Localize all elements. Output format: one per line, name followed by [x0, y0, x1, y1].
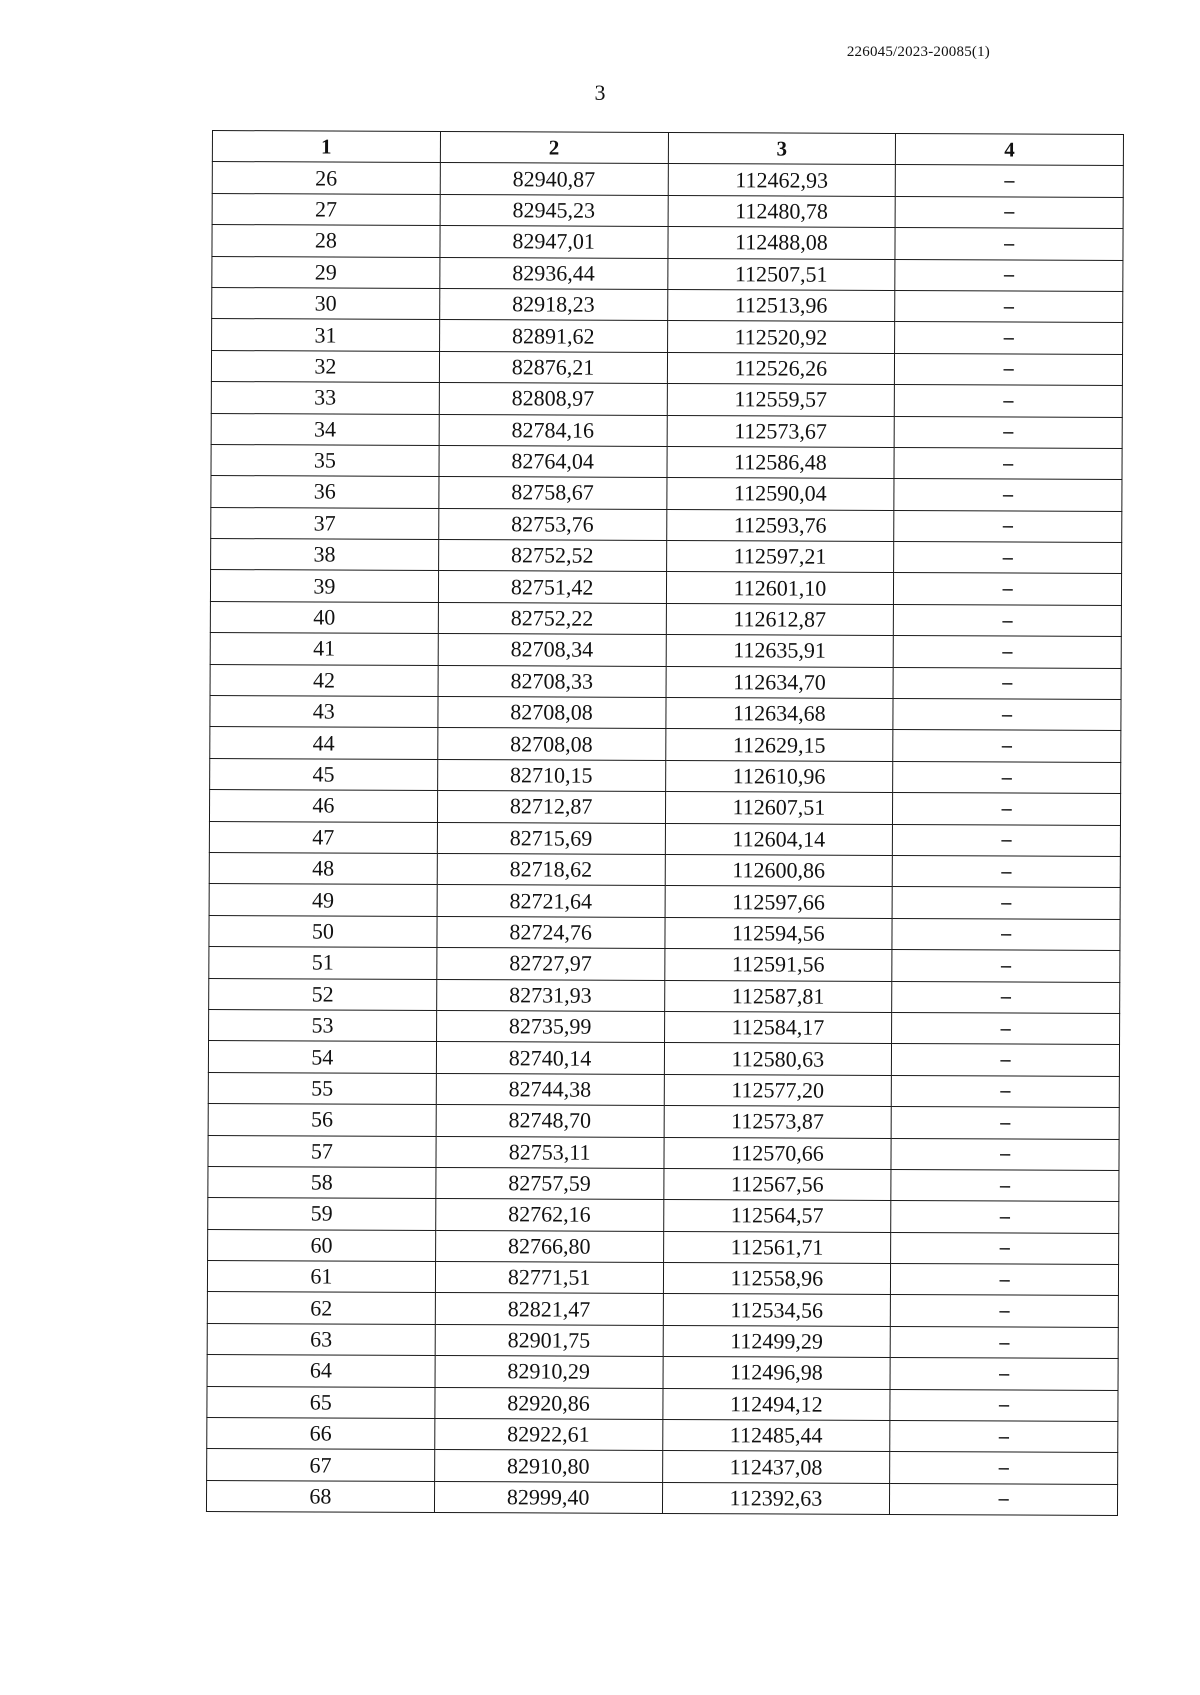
table-row — [210, 727, 1121, 762]
table-cell: 46 — [209, 790, 437, 822]
table-cell: 82918,23 — [439, 288, 667, 320]
table-cell-dash: – — [895, 196, 1123, 228]
table-cell-dash: – — [891, 1075, 1119, 1107]
table-row — [211, 413, 1122, 448]
table-row — [208, 1166, 1119, 1201]
table-cell: 112559,57 — [667, 384, 895, 416]
table-row — [210, 601, 1121, 636]
table-cell: 27 — [212, 193, 440, 225]
table-cell: 112534,56 — [663, 1294, 891, 1326]
table-cell: 112520,92 — [667, 321, 895, 353]
table-cell: 112496,98 — [663, 1357, 891, 1389]
table-cell-dash: – — [895, 228, 1123, 260]
table-row — [212, 193, 1123, 228]
table-row — [209, 1009, 1120, 1044]
table-cell: 82751,42 — [438, 571, 666, 603]
table-cell: 112597,21 — [666, 541, 894, 573]
table-cell: 82753,11 — [436, 1136, 664, 1168]
table-cell: 48 — [209, 852, 437, 884]
table-cell: 82901,75 — [435, 1324, 663, 1356]
table-cell: 39 — [210, 570, 438, 602]
table-row — [210, 696, 1121, 731]
table-cell-dash: – — [893, 699, 1121, 731]
table-row — [208, 1041, 1119, 1076]
table-row — [207, 1449, 1118, 1484]
table-row — [207, 1355, 1118, 1390]
table-cell: 43 — [210, 696, 438, 728]
table-cell: 112494,12 — [662, 1388, 890, 1420]
table-row — [209, 852, 1120, 887]
table-cell: 68 — [206, 1480, 434, 1512]
table-cell: 66 — [207, 1418, 435, 1450]
table-row — [212, 225, 1123, 260]
table-cell: 112607,51 — [665, 792, 893, 824]
table-cell: 82712,87 — [437, 791, 665, 823]
table-cell: 50 — [209, 915, 437, 947]
table-row — [208, 1072, 1119, 1107]
table-row — [211, 444, 1122, 479]
table-cell-dash: – — [891, 1138, 1119, 1170]
table-cell: 112507,51 — [667, 258, 895, 290]
table-cell: 112480,78 — [668, 195, 896, 227]
table-cell: 28 — [212, 225, 440, 257]
table-cell: 82766,80 — [435, 1230, 663, 1262]
table-cell: 112567,56 — [663, 1168, 891, 1200]
table-cell: 82784,16 — [439, 414, 667, 446]
table-cell-dash: – — [893, 824, 1121, 856]
table-row — [211, 507, 1122, 542]
table-row — [209, 790, 1120, 825]
table-cell-dash: – — [894, 573, 1122, 605]
table-cell: 112573,67 — [667, 415, 895, 447]
table-cell: 112601,10 — [666, 572, 894, 604]
table-cell: 112629,15 — [665, 729, 893, 761]
table-row — [210, 633, 1121, 668]
table-cell-dash: – — [894, 416, 1122, 448]
table-cell: 112600,86 — [665, 854, 893, 886]
table-cell: 82757,59 — [436, 1167, 664, 1199]
table-cell: 32 — [211, 350, 439, 382]
table-cell: 61 — [207, 1261, 435, 1293]
table-cell: 82920,86 — [435, 1387, 663, 1419]
table-row — [210, 570, 1121, 605]
table-row — [207, 1386, 1118, 1421]
table-cell: 82752,52 — [438, 540, 666, 572]
table-cell: 112612,87 — [666, 603, 894, 635]
table-row — [209, 821, 1120, 856]
document-number: 226045/2023-20085(1) — [846, 44, 990, 60]
table-cell: 112591,56 — [664, 949, 892, 981]
table-cell: 82999,40 — [434, 1481, 662, 1513]
table-cell-dash: – — [895, 165, 1123, 197]
table-row — [211, 476, 1122, 511]
table-cell: 49 — [209, 884, 437, 916]
table-cell: 59 — [208, 1198, 436, 1230]
table-row — [206, 1480, 1117, 1515]
table-cell-dash: – — [893, 793, 1121, 825]
table-cell: 82808,97 — [439, 383, 667, 415]
table-cell: 82740,14 — [436, 1042, 664, 1074]
table-row — [207, 1418, 1118, 1453]
table-row — [211, 539, 1122, 574]
table-row — [211, 350, 1122, 385]
table-cell-dash: – — [892, 981, 1120, 1013]
table-cell-dash: – — [895, 322, 1123, 354]
table-cell: 82936,44 — [440, 257, 668, 289]
table-cell-dash: – — [890, 1420, 1118, 1452]
table-cell: 63 — [207, 1323, 435, 1355]
table-cell: 112513,96 — [667, 289, 895, 321]
table-cell: 112437,08 — [662, 1451, 890, 1483]
table-cell: 82708,33 — [438, 665, 666, 697]
table-cell: 112593,76 — [666, 509, 894, 541]
table-cell-dash: – — [891, 1295, 1119, 1327]
table-cell: 82710,15 — [437, 759, 665, 791]
table-cell-dash: – — [890, 1326, 1118, 1358]
table-cell: 82876,21 — [439, 351, 667, 383]
table-cell: 82748,70 — [436, 1105, 664, 1137]
table-cell: 82735,99 — [436, 1010, 664, 1042]
table-cell: 82752,22 — [438, 602, 666, 634]
table-cell: 112573,87 — [664, 1106, 892, 1138]
table-cell: 112526,26 — [667, 352, 895, 384]
table-cell: 82945,23 — [440, 194, 668, 226]
table-cell: 112564,57 — [663, 1200, 891, 1232]
table-row — [212, 287, 1123, 322]
table-cell-dash: – — [895, 385, 1123, 417]
table-cell: 112561,71 — [663, 1231, 891, 1263]
table-cell: 40 — [210, 601, 438, 633]
table-body — [206, 162, 1123, 1516]
table-cell: 112580,63 — [664, 1043, 892, 1075]
table-cell: 112604,14 — [665, 823, 893, 855]
table-cell: 112488,08 — [667, 227, 895, 259]
table-cell: 82721,64 — [437, 885, 665, 917]
table-cell-dash: – — [893, 730, 1121, 762]
table-cell: 82764,04 — [439, 445, 667, 477]
table-cell: 64 — [207, 1355, 435, 1387]
table-cell: 57 — [208, 1135, 436, 1167]
table-cell: 51 — [209, 947, 437, 979]
table-cell-dash: – — [891, 1107, 1119, 1139]
column-header: 3 — [668, 132, 896, 164]
table-row — [212, 256, 1123, 291]
table-cell-dash: – — [891, 1232, 1119, 1264]
table-row — [210, 664, 1121, 699]
table-row — [212, 162, 1123, 197]
table-row — [207, 1292, 1118, 1327]
table-cell-dash: – — [892, 918, 1120, 950]
table-cell: 112635,91 — [666, 635, 894, 667]
table-cell: 42 — [210, 664, 438, 696]
table-cell-dash: – — [891, 1169, 1119, 1201]
table-cell: 82708,08 — [438, 697, 666, 729]
table-cell: 112584,17 — [664, 1011, 892, 1043]
table-cell: 82762,16 — [435, 1199, 663, 1231]
table-cell: 82947,01 — [440, 226, 668, 258]
table-cell: 82910,80 — [434, 1450, 662, 1482]
table-cell: 82910,29 — [435, 1356, 663, 1388]
table-row — [208, 1104, 1119, 1139]
coordinates-table — [206, 130, 1124, 1516]
table-cell: 112634,68 — [665, 698, 893, 730]
table-cell: 82771,51 — [435, 1262, 663, 1294]
table-cell: 112499,29 — [663, 1325, 891, 1357]
table-cell: 112594,56 — [664, 917, 892, 949]
table-cell-dash: – — [895, 353, 1123, 385]
table-row — [208, 1229, 1119, 1264]
table-cell-dash: – — [892, 1044, 1120, 1076]
table-cell-dash: – — [890, 1358, 1118, 1390]
table-cell: 112610,96 — [665, 760, 893, 792]
table-cell: 82753,76 — [438, 508, 666, 540]
table-cell: 53 — [209, 1009, 437, 1041]
table-cell-dash: – — [890, 1452, 1118, 1484]
table-cell: 62 — [207, 1292, 435, 1324]
table-cell: 47 — [209, 821, 437, 853]
table-cell: 34 — [211, 413, 439, 445]
table-cell: 82758,67 — [439, 477, 667, 509]
table-cell: 112570,66 — [663, 1137, 891, 1169]
table-cell: 65 — [207, 1386, 435, 1418]
table-cell: 38 — [211, 539, 439, 571]
table-cell: 44 — [210, 727, 438, 759]
table-cell-dash: – — [894, 479, 1122, 511]
table-cell-dash: – — [894, 510, 1122, 542]
table-cell: 82715,69 — [437, 822, 665, 854]
table-header-row — [212, 131, 1123, 166]
table-row — [209, 978, 1120, 1013]
table-cell: 112597,66 — [665, 886, 893, 918]
table-cell: 82708,08 — [438, 728, 666, 760]
table-row — [209, 915, 1120, 950]
table-cell: 112485,44 — [662, 1419, 890, 1451]
table-cell-dash: – — [895, 290, 1123, 322]
table-cell: 82718,62 — [437, 853, 665, 885]
table-row — [208, 1135, 1119, 1170]
table-cell-dash: – — [893, 636, 1121, 668]
column-header: 2 — [440, 131, 668, 163]
table-row — [207, 1323, 1118, 1358]
table-cell: 82744,38 — [436, 1073, 664, 1105]
table-row — [209, 947, 1120, 982]
table-cell: 30 — [212, 287, 440, 319]
table-cell-dash: – — [894, 604, 1122, 636]
table-cell: 82731,93 — [436, 979, 664, 1011]
table-cell: 112590,04 — [666, 478, 894, 510]
table-cell: 52 — [209, 978, 437, 1010]
table-row — [209, 884, 1120, 919]
table-cell: 82821,47 — [435, 1293, 663, 1325]
table-cell-dash: – — [893, 667, 1121, 699]
table-cell-dash: – — [894, 447, 1122, 479]
table-cell: 112587,81 — [664, 980, 892, 1012]
table-cell: 82724,76 — [437, 916, 665, 948]
table-cell: 33 — [211, 382, 439, 414]
table-cell: 56 — [208, 1104, 436, 1136]
table-cell-dash: – — [891, 1264, 1119, 1296]
table-cell: 82922,61 — [434, 1418, 662, 1450]
table-cell: 82891,62 — [439, 320, 667, 352]
table-cell-dash: – — [895, 259, 1123, 291]
table-cell: 37 — [211, 507, 439, 539]
table-cell: 112462,93 — [668, 164, 896, 196]
table-cell: 35 — [211, 444, 439, 476]
table-cell-dash: – — [893, 761, 1121, 793]
table-cell: 82708,34 — [438, 634, 666, 666]
column-header: 4 — [896, 133, 1124, 165]
page-number: 3 — [594, 80, 606, 105]
table-cell: 82727,97 — [437, 948, 665, 980]
table-cell: 112558,96 — [663, 1263, 891, 1295]
table-row — [211, 382, 1122, 417]
table-cell-dash: – — [894, 542, 1122, 574]
table-cell: 54 — [208, 1041, 436, 1073]
table-cell-dash: – — [890, 1483, 1118, 1515]
table-cell: 36 — [211, 476, 439, 508]
table-cell: 112634,70 — [666, 666, 894, 698]
table-cell: 60 — [208, 1229, 436, 1261]
table-cell-dash: – — [892, 887, 1120, 919]
column-header: 1 — [212, 131, 440, 163]
table-cell: 41 — [210, 633, 438, 665]
table-cell: 29 — [212, 256, 440, 288]
table-cell: 58 — [208, 1166, 436, 1198]
table-cell-dash: – — [890, 1389, 1118, 1421]
table-cell-dash: – — [892, 950, 1120, 982]
table-cell: 45 — [210, 758, 438, 790]
table-cell: 67 — [207, 1449, 435, 1481]
table-cell-dash: – — [892, 855, 1120, 887]
table-cell: 55 — [208, 1072, 436, 1104]
table-row — [210, 758, 1121, 793]
table-row — [208, 1198, 1119, 1233]
table-cell: 26 — [212, 162, 440, 194]
table-cell: 112586,48 — [666, 446, 894, 478]
table-cell: 112577,20 — [664, 1074, 892, 1106]
table-row — [212, 319, 1123, 354]
table-cell: 82940,87 — [440, 163, 668, 195]
table-cell: 31 — [212, 319, 440, 351]
table-cell-dash: – — [891, 1201, 1119, 1233]
table-cell-dash: – — [892, 1012, 1120, 1044]
table-cell: 112392,63 — [662, 1482, 890, 1514]
table-row — [207, 1261, 1118, 1296]
